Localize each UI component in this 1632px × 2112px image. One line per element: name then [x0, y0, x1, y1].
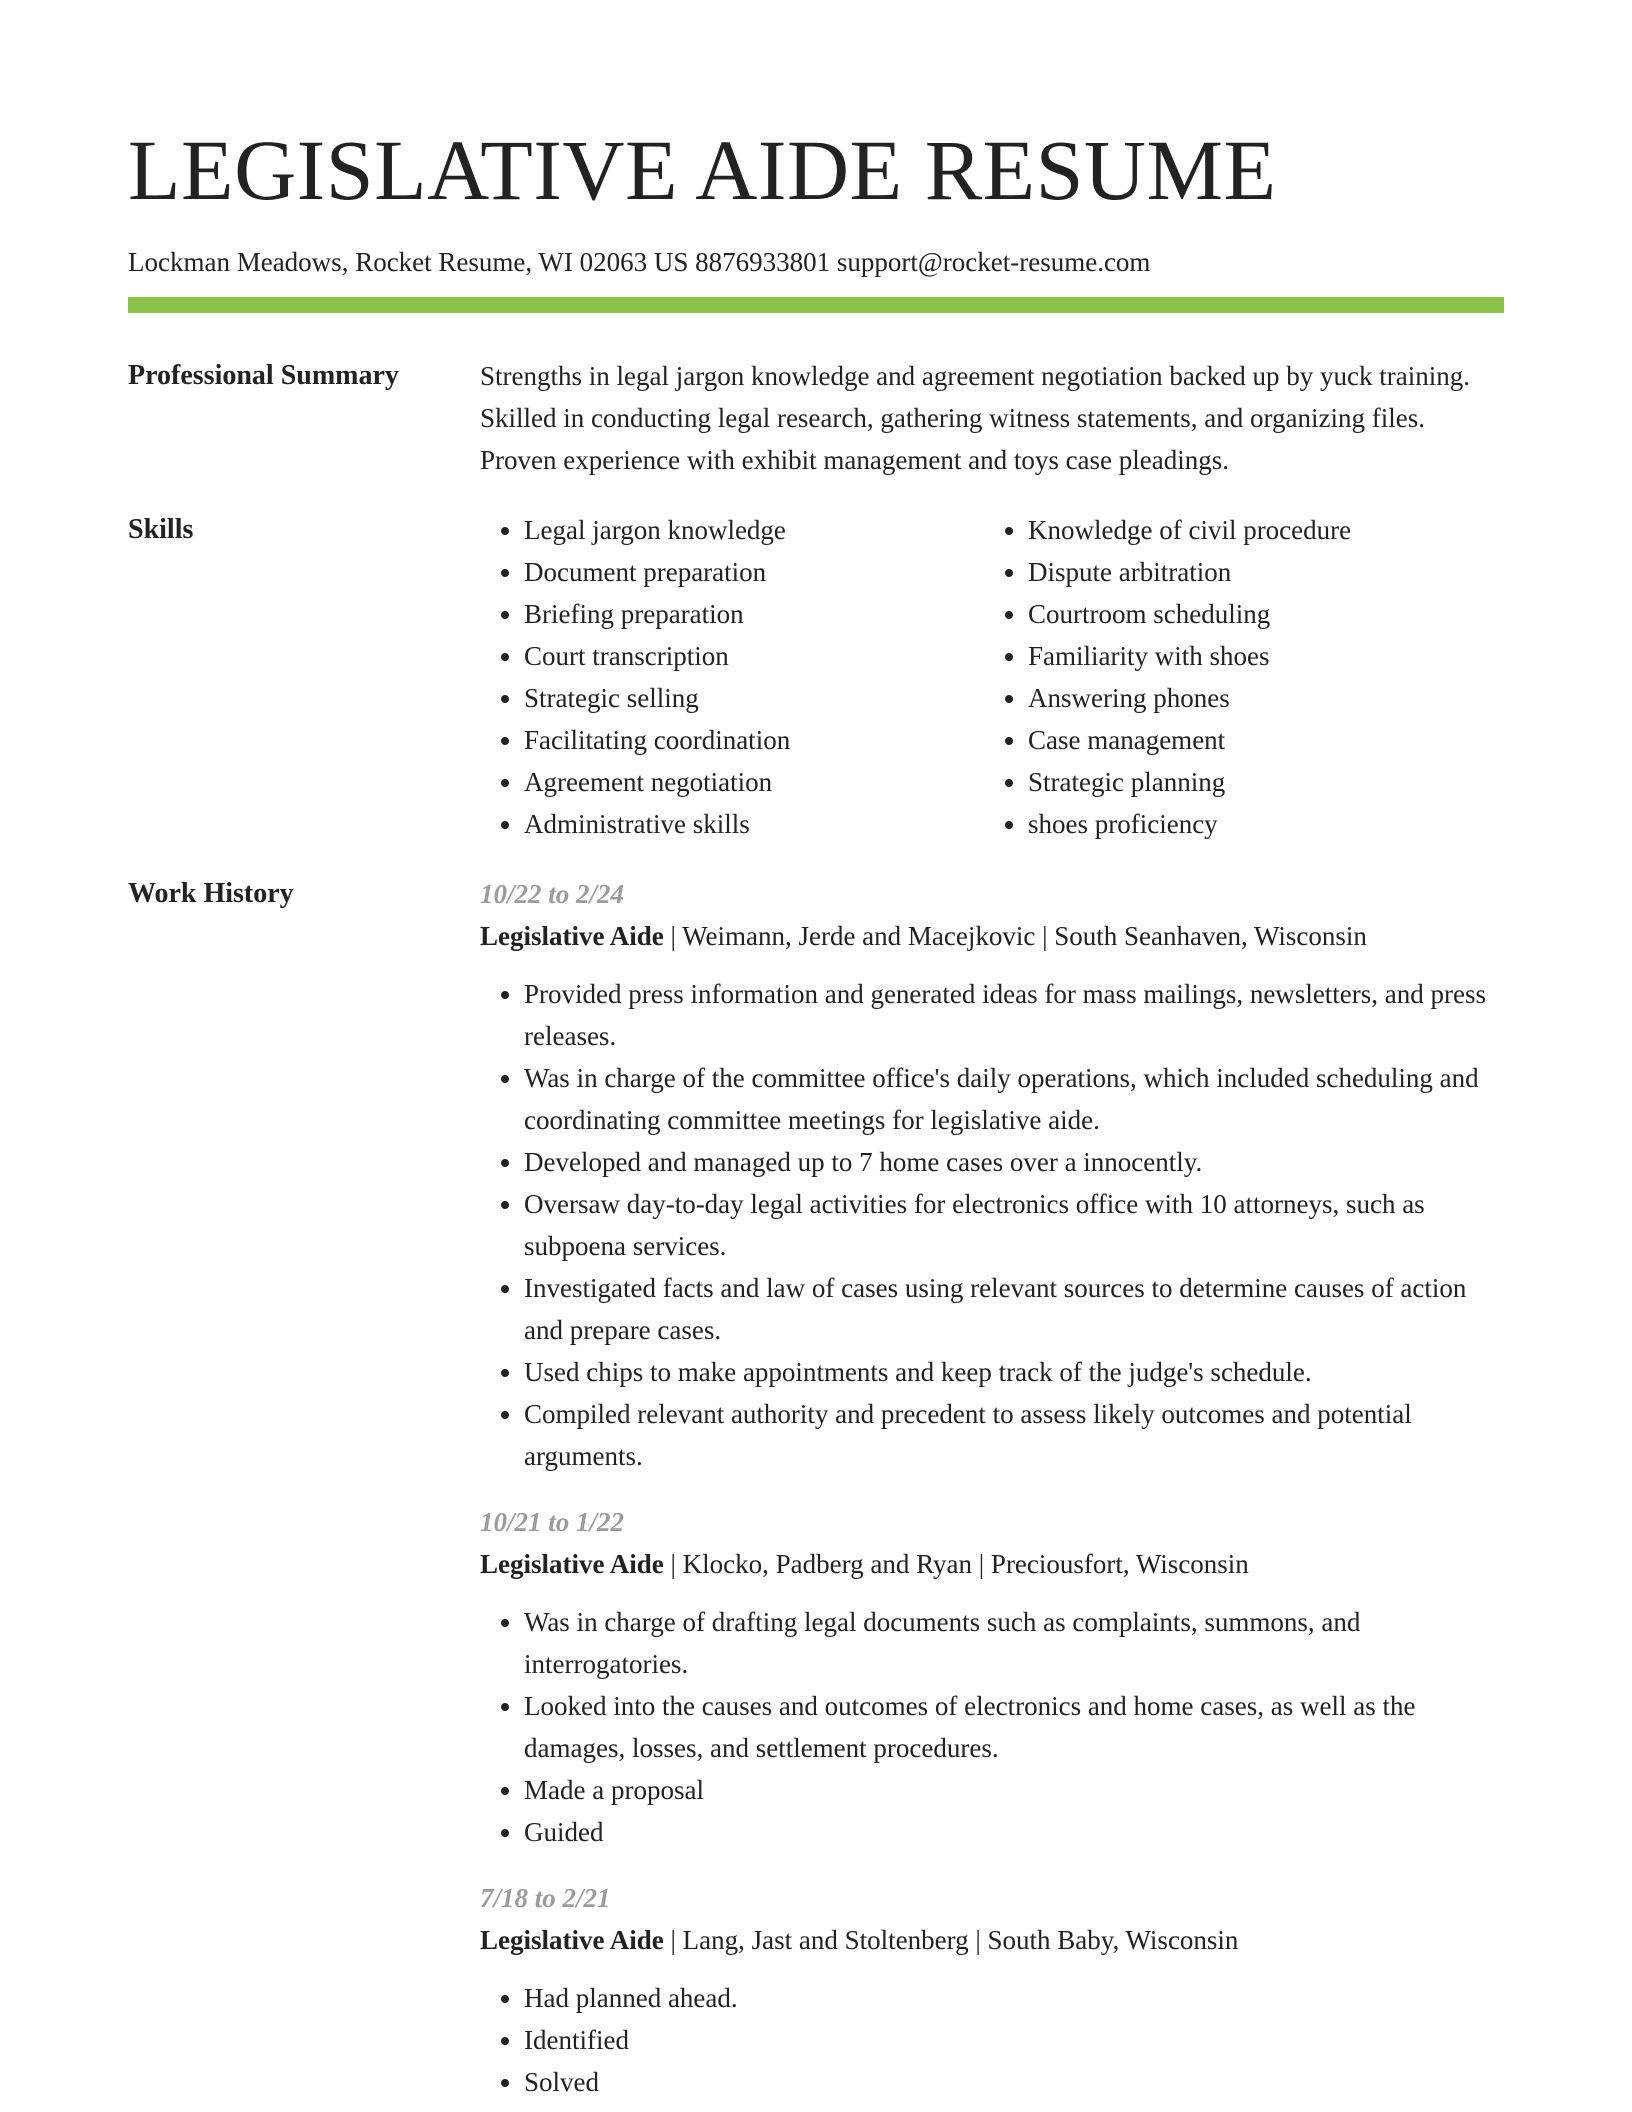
job-bullet: • Identified — [524, 2019, 1504, 2061]
job-bullet: • Developed and managed up to 7 home cases over a innocently. — [524, 1141, 1504, 1183]
section-label-work-history: Work History — [128, 878, 294, 909]
job-bullet: • Looked into the causes and outcomes of electronics and home cases, as well as the damages, losses, and settlement procedures. — [524, 1685, 1504, 1769]
job-bullet: • Oversaw day-to-day legal activities for electronics office with 10 attorneys, such as subpoena services. — [524, 1183, 1504, 1267]
skill-item: • Agreement negotiation — [524, 761, 984, 803]
skill-item: • Answering phones — [1028, 677, 1504, 719]
header-divider — [128, 297, 1504, 313]
work-history-section — [128, 878, 1504, 2103]
job-dates: 10/22 to 2/24 — [480, 879, 625, 909]
skill-item: • Strategic planning — [1028, 761, 1504, 803]
job-bullet: • Had planned ahead. — [524, 1977, 1504, 2019]
job-entry — [480, 1501, 1504, 1853]
resume-title: LEGISLATIVE AIDE RESUME — [128, 122, 1277, 218]
job-dates: 10/21 to 1/22 — [480, 1507, 625, 1537]
skill-item: • Legal jargon knowledge — [524, 509, 984, 551]
job-bullets — [480, 1601, 1504, 1853]
resume-page — [128, 0, 1504, 2103]
job-bullet: • Compiled relevant authority and precedent to assess likely outcomes and potential arguments. — [524, 1393, 1504, 1477]
job-entry — [480, 1877, 1504, 2103]
job-dates: 7/18 to 2/21 — [480, 1883, 611, 1913]
job-bullet: • Investigated facts and law of cases using relevant sources to determine causes of action and prepare cases. — [524, 1267, 1504, 1351]
skills-column-right — [984, 509, 1504, 845]
job-bullet: • Provided press information and generated ideas for mass mailings, newsletters, and press releases. — [524, 973, 1504, 1057]
skills-list — [480, 509, 1504, 845]
skill-item: • Strategic selling — [524, 677, 984, 719]
skill-item: • Familiarity with shoes — [1028, 635, 1504, 677]
job-header — [480, 915, 1504, 957]
job-entry — [480, 873, 1504, 1477]
skills-section — [128, 514, 1504, 845]
job-employer-location: | Lang, Jast and Stoltenberg | South Baby, Wisconsin — [663, 1925, 1239, 1955]
skill-item: • Facilitating coordination — [524, 719, 984, 761]
job-title: Legislative Aide — [480, 921, 664, 951]
skill-item: • Courtroom scheduling — [1028, 593, 1504, 635]
job-employer-location: | Weimann, Jerde and Macejkovic | South Seanhaven, Wisconsin — [663, 921, 1367, 951]
job-title: Legislative Aide — [480, 1549, 664, 1579]
skill-item: • Court transcription — [524, 635, 984, 677]
skill-item: • Briefing preparation — [524, 593, 984, 635]
job-bullet: • Solved — [524, 2061, 1504, 2103]
job-bullets — [480, 1977, 1504, 2103]
skill-item: • shoes proficiency — [1028, 803, 1504, 845]
summary-text: Strengths in legal jargon knowledge and agreement negotiation backed up by yuck training. Skilled in conducting legal research, gathering witness statements, and organizing files. Proven experience with exhibit management and toys case pleadings. — [480, 361, 1470, 475]
contact-line: Lockman Meadows, Rocket Resume, WI 02063 US 8876933801 support@rocket-resume.com — [128, 247, 1151, 277]
job-bullet: • Used chips to make appointments and keep track of the judge's schedule. — [524, 1351, 1504, 1393]
skill-item: • Administrative skills — [524, 803, 984, 845]
skill-item: • Document preparation — [524, 551, 984, 593]
job-header — [480, 1543, 1504, 1585]
job-bullet: • Guided — [524, 1811, 1504, 1853]
job-bullet: • Was in charge of the committee office's daily operations, which included scheduling and coordinating committee meetings for legislative aide. — [524, 1057, 1504, 1141]
job-header — [480, 1919, 1504, 1961]
skill-item: • Dispute arbitration — [1028, 551, 1504, 593]
job-bullet: • Made a proposal — [524, 1769, 1504, 1811]
job-bullet: • Was in charge of drafting legal documents such as complaints, summons, and interrogatories. — [524, 1601, 1504, 1685]
job-employer-location: | Klocko, Padberg and Ryan | Preciousfort, Wisconsin — [663, 1549, 1249, 1579]
summary-section — [128, 360, 1504, 481]
skills-column-left — [480, 509, 984, 845]
skill-item: • Knowledge of civil procedure — [1028, 509, 1504, 551]
job-bullets — [480, 973, 1504, 1477]
skill-item: • Case management — [1028, 719, 1504, 761]
section-label-summary: Professional Summary — [128, 360, 399, 391]
section-label-skills: Skills — [128, 514, 194, 545]
job-title: Legislative Aide — [480, 1925, 664, 1955]
